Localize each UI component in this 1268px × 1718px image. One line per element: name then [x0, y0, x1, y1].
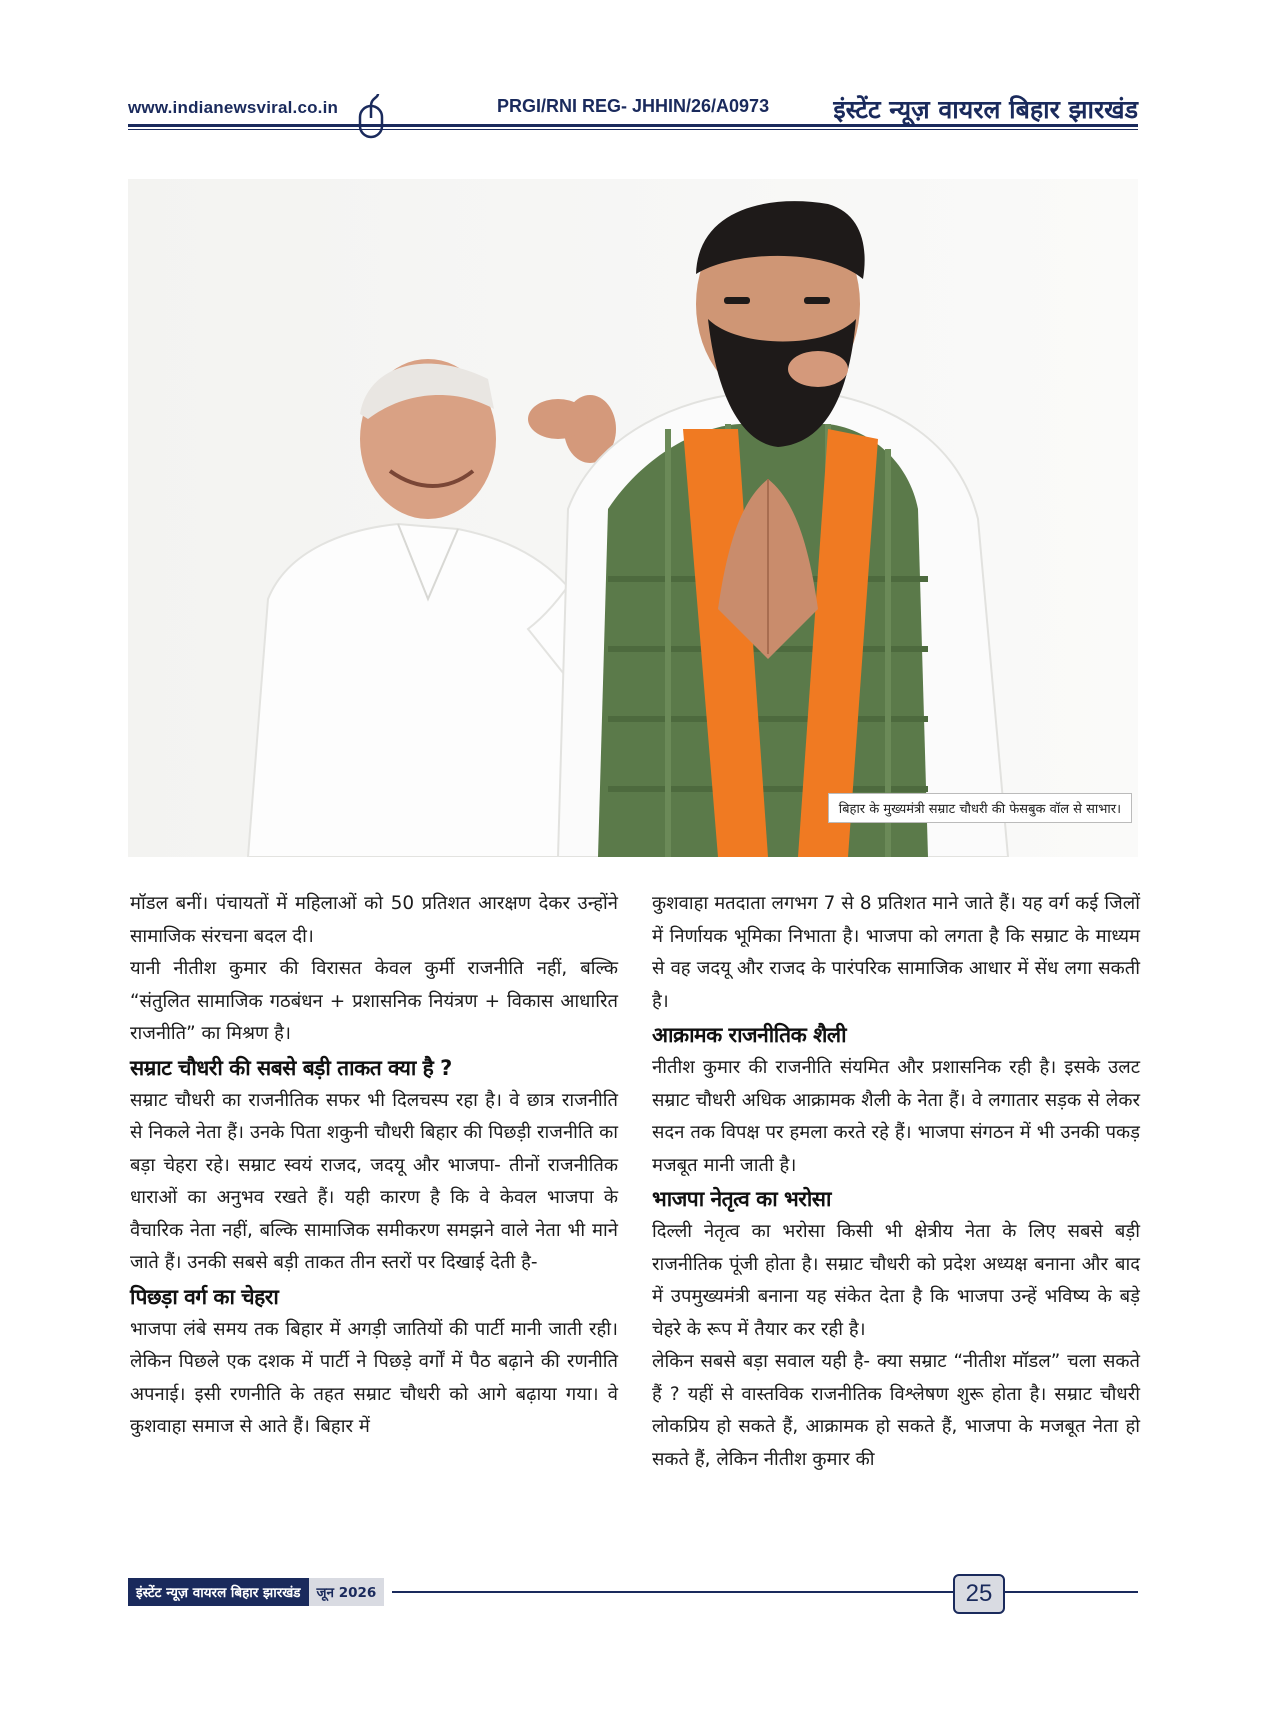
footer-rule — [392, 1591, 1138, 1593]
article-column-left — [130, 888, 618, 1444]
section-heading: भाजपा नेतृत्व का भरोसा — [652, 1187, 831, 1211]
paragraph: मॉडल बनीं। पंचायतों में महिलाओं को 50 प्रतिशत आरक्षण देकर उन्होंने सामाजिक संरचना बदल दी। — [130, 893, 618, 947]
paragraph: कुशवाहा मतदाता लगभग 7 से 8 प्रतिशत माने जाते हैं। यह वर्ग कई जिलों में निर्णायक भूमिका निभाता है। भाजपा को लगता है कि सम्राट के माध्यम से वह जदयू और राजद के पारंपरिक सामाजिक आधार में सेंध लगा सकती है। — [652, 893, 1140, 1012]
page-number: 25 — [953, 1574, 1005, 1614]
footer-label — [128, 1578, 384, 1606]
article-column-right — [652, 888, 1140, 1476]
paragraph: भाजपा लंबे समय तक बिहार में अगड़ी जातियों की पार्टी मानी जाती रही। लेकिन पिछले एक दशक में पार्टी ने पिछड़े वर्गों में पैठ बढ़ाने की रणनीति अपनाई। इसी रणनीति के तहत सम्राट चौधरी को आगे बढ़ाया गया। वे कुशवाहा समाज से आते हैं। बिहार में — [130, 1318, 618, 1437]
lead-photo — [128, 179, 1138, 857]
website-url: www.indianewsviral.co.in — [128, 98, 339, 117]
paragraph: लेकिन सबसे बड़ा सवाल यही है- क्या सम्राट “नीतीश मॉडल” चला सकते हैं ? यहीं से वास्तविक राजनीतिक विश्लेषण शुरू होता है। सम्राट चौधरी लोकप्रिय हो सकते हैं, आक्रामक हो सकते हैं, भाजपा के मजबूत नेता हो सकते हैं, लेकिन नीतीश कुमार की — [652, 1351, 1140, 1470]
paragraph: दिल्ली नेतृत्व का भरोसा किसी भी क्षेत्रीय नेता के लिए सबसे बड़ी राजनीतिक पूंजी होता है। सम्राट चौधरी को प्रदेश अध्यक्ष बनाना और बाद में उपमुख्यमंत्री बनाना यह संकेत देता है कि भाजपा उन्हें भविष्य के बड़े चेहरे के रूप में तैयार कर रही है। — [652, 1221, 1140, 1340]
paragraph: नीतीश कुमार की राजनीति संयमित और प्रशासनिक रही है। इसके उलट सम्राट चौधरी अधिक आक्रामक शैली के नेता हैं। वे लगातार सड़क से लेकर सदन तक विपक्ष पर हमला करते रहे हैं। भाजपा संगठन में भी उनकी पकड़ मजबूत मानी जाती है। — [652, 1057, 1140, 1176]
mouse-icon — [356, 94, 386, 140]
section-heading: आक्रामक राजनीतिक शैली — [652, 1023, 847, 1047]
section-heading: सम्राट चौधरी की सबसे बड़ी ताकत क्या है ? — [130, 1055, 452, 1080]
photo-caption: बिहार के मुख्यमंत्री सम्राट चौधरी की फेसबुक वॉल से साभार। — [828, 793, 1132, 823]
footer-issue-month: जून 2026 — [309, 1578, 385, 1606]
paragraph: सम्राट चौधरी का राजनीतिक सफर भी दिलचस्प रहा है। वे छात्र राजनीति से निकले नेता हैं। उनके पिता शकुनी चौधरी बिहार की पिछड़ी राजनीति का बड़ा चेहरा रहे। सम्राट स्वयं राजद, जदयू और भाजपा- तीनों राजनीतिक धाराओं का अनुभव रखते हैं। यही कारण है कि वे केवल भाजपा के वैचारिक नेता नहीं, बल्कि सामाजिक समीकरण समझने वाले नेता भी माने जाते हैं। उनकी सबसे बड़ी ताकत तीन स्तरों पर दिखाई देती है- — [130, 1089, 618, 1273]
header-rule-thin — [128, 129, 1138, 130]
footer-masthead: इंस्टेंट न्यूज़ वायरल बिहार झारखंड — [128, 1578, 309, 1606]
paragraph: यानी नीतीश कुमार की विरासत केवल कुर्मी राजनीति नहीं, बल्कि “संतुलित सामाजिक गठबंधन + प्रशासनिक नियंत्रण + विकास आधारित राजनीति” का मिश्रण है। — [130, 958, 618, 1044]
masthead-title: इंस्टेंट न्यूज़ वायरल बिहार झारखंड — [833, 95, 1138, 124]
photo-illustration — [128, 179, 1138, 857]
registration-number: PRGI/RNI REG- JHHIN/26/A0973 — [497, 96, 770, 116]
section-heading: पिछड़ा वर्ग का चेहरा — [130, 1284, 279, 1309]
